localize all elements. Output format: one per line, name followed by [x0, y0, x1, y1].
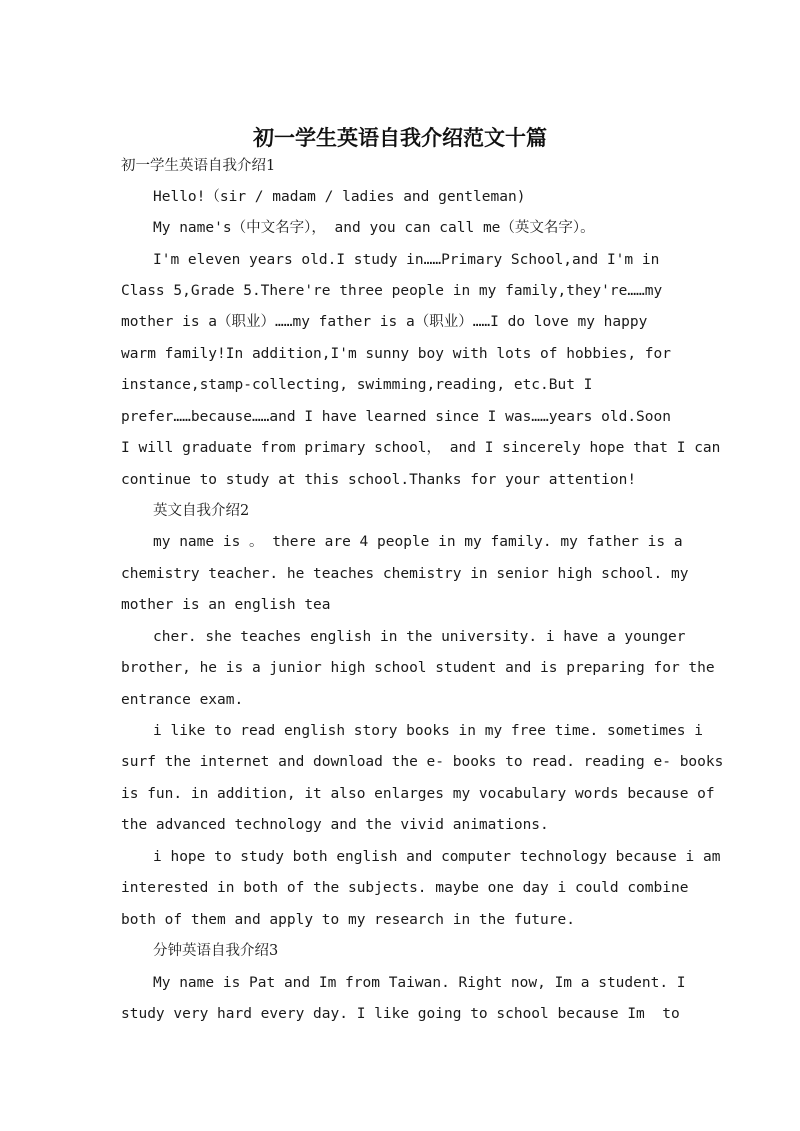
text-line: mother is an english tea [121, 597, 331, 613]
text-line: my name is 。 there are 4 people in my family. my father is a [153, 534, 683, 550]
text-line: Hello!（sir / madam / ladies and gentleman) [153, 189, 526, 205]
section-heading: 英文自我介绍2 [153, 503, 250, 519]
text-line: I will graduate from primary school， and I sincerely hope that I can [121, 440, 721, 456]
section-heading: 初一学生英语自我介绍1 [121, 158, 276, 174]
text-line: study very hard every day. I like going to school because Im to [121, 1006, 680, 1022]
text-line: continue to study at this school.Thanks for your attention! [121, 472, 637, 488]
text-line: interested in both of the subjects. maybe one day i could combine [121, 880, 689, 896]
text-line: brother, he is a junior high school student and is preparing for the [121, 660, 715, 676]
text-line: surf the internet and download the e- books to read. reading e- books [121, 754, 724, 770]
text-line: entrance exam. [121, 692, 244, 708]
text-line: is fun. in addition, it also enlarges my vocabulary words because of [121, 786, 715, 802]
text-line: My name is Pat and Im from Taiwan. Right now, Im a student. I [153, 975, 686, 991]
text-line: i like to read english story books in my free time. sometimes i [153, 723, 703, 739]
text-line: mother is a（职业）……my father is a（职业）……I do love my happy [121, 314, 648, 330]
text-line: instance,stamp-collecting, swimming,reading, etc.But I [121, 377, 593, 393]
text-line: I'm eleven years old.I study in……Primary School,and I'm in [153, 252, 660, 268]
text-line: chemistry teacher. he teaches chemistry in senior high school. my [121, 566, 689, 582]
text-line: both of them and apply to my research in the future. [121, 912, 575, 928]
section-heading: 分钟英语自我介绍3 [153, 943, 279, 959]
text-line: the advanced technology and the vivid animations. [121, 817, 549, 833]
document-title: 初一学生英语自我介绍范文十篇 [253, 126, 547, 150]
text-line: warm family!In addition,I'm sunny boy with lots of hobbies, for [121, 346, 671, 362]
text-line: prefer……because……and I have learned since I was……years old.Soon [121, 409, 671, 425]
text-line: Class 5,Grade 5.There're three people in my family,they're……my [121, 283, 663, 299]
text-line: cher. she teaches english in the university. i have a younger [153, 629, 686, 645]
text-line: My name's（中文名字）， and you can call me（英文名字）。 [153, 220, 595, 236]
text-line: i hope to study both english and computer technology because i am [153, 849, 721, 865]
